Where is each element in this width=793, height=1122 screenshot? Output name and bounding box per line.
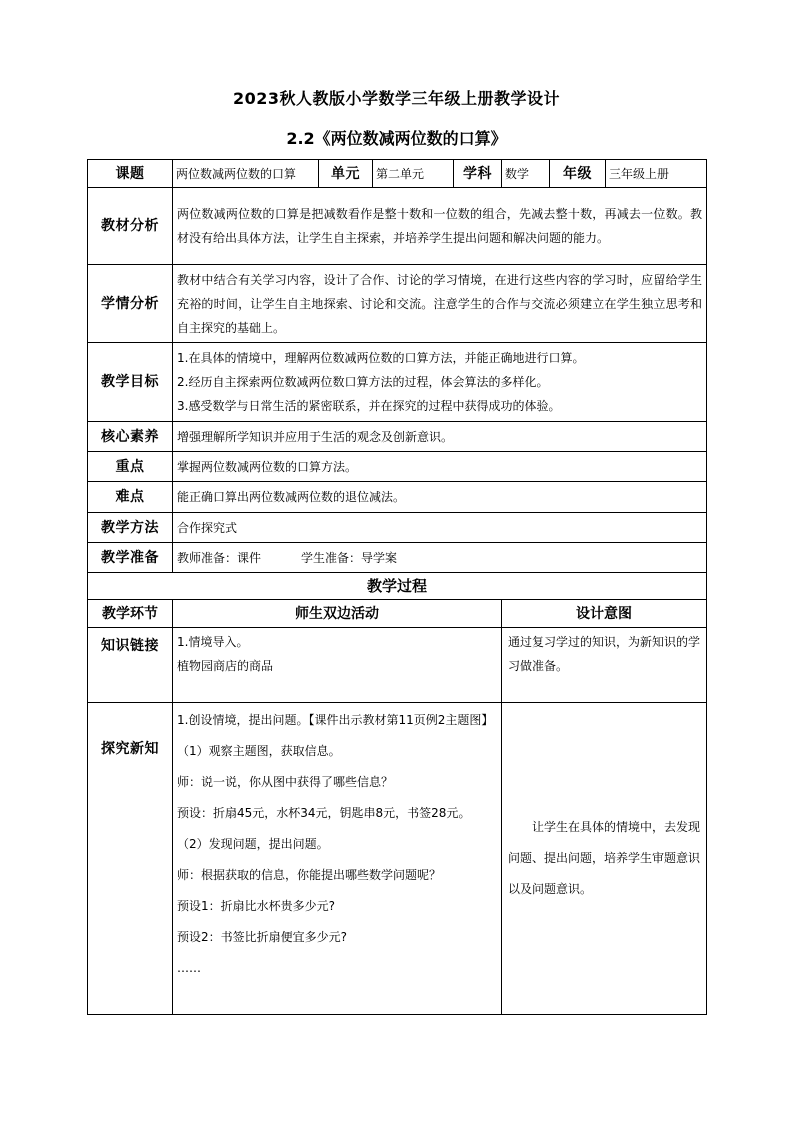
objective-item: 3.感受数学与日常生活的紧密联系，并在探究的过程中获得成功的体验。 — [177, 399, 561, 413]
difficulty-label: 难点 — [88, 482, 173, 513]
document-title: 2023秋人教版小学数学三年级上册教学设计 — [232, 89, 561, 108]
activity-line: 植物园商店的商品 — [177, 659, 274, 673]
teacher-preparation: 教师准备：课件 — [177, 550, 262, 565]
method-label: 教学方法 — [88, 513, 173, 543]
activity-line: 预设1：折扇比水杯贵多少元? — [177, 899, 336, 913]
preparation-text — [173, 543, 707, 573]
key-point-label: 重点 — [88, 452, 173, 482]
process-section-title: 教学过程 — [88, 573, 707, 600]
key-point-text: 掌握两位数减两位数的口算方法。 — [173, 452, 707, 482]
preparation-label: 教学准备 — [88, 543, 173, 573]
col-stage-header: 教学环节 — [88, 600, 173, 628]
col-activity-header: 师生双边活动 — [173, 600, 502, 628]
lesson-title: 2.2《两位数减两位数的口算》 — [286, 129, 507, 148]
activity-line: 1.创设情境，提出问题。【课件出示教材第11页例2主题图】 — [177, 713, 494, 727]
explore-row — [88, 703, 707, 1015]
knowledge-link-activity — [173, 628, 502, 703]
activity-line: 师：说一说，你从图中获得了哪些信息？ — [177, 775, 394, 789]
difficulty-text: 能正确口算出两位数减两位数的退位减法。 — [173, 482, 707, 513]
student-analysis-text: 教材中结合有关学习内容，设计了合作、讨论的学习情境，在进行这些内容的学习时，应留给学生充裕的时间，让学生自主地探索、讨论和交流。注意学生的合作与交流必须建立在学生独立思考和自主探究的基础上。 — [173, 265, 707, 343]
lesson-plan-table — [87, 159, 707, 1015]
knowledge-link-label: 知识链接 — [88, 628, 173, 703]
subject-label: 学科 — [454, 160, 502, 188]
student-analysis-row — [88, 265, 707, 343]
subject-value: 数学 — [502, 160, 550, 188]
col-intent-header: 设计意图 — [502, 600, 707, 628]
grade-label: 年级 — [550, 160, 606, 188]
process-header-row — [88, 600, 707, 628]
objectives-list — [173, 343, 707, 422]
activity-line: …… — [177, 961, 201, 975]
topic-label: 课题 — [88, 160, 173, 188]
activity-line: 预设2：书签比折扇便宜多少元? — [177, 930, 348, 944]
textbook-analysis-text: 两位数减两位数的口算是把减数看作是整十数和一位数的组合，先减去整十数，再减去一位数。教材没有给出具体方法，让学生自主探索，并培养学生提出问题和解决问题的能力。 — [173, 188, 707, 265]
activity-line: 师：根据获取的信息，你能提出哪些数学问题呢？ — [177, 868, 442, 882]
objective-item: 1.在具体的情境中，理解两位数减两位数的口算方法，并能正确地进行口算。 — [177, 351, 585, 365]
info-row — [88, 160, 707, 188]
student-preparation: 学生准备：导学案 — [301, 550, 398, 565]
explore-intent — [502, 703, 707, 1015]
objectives-row — [88, 343, 707, 422]
method-text: 合作探究式 — [173, 513, 707, 543]
process-section-row — [88, 573, 707, 600]
explore-intent-text: 让学生在具体的情境中，去发现问题、提出问题，培养学生审题意识以及问题意识。 — [508, 820, 701, 896]
key-point-row — [88, 452, 707, 482]
topic-value: 两位数减两位数的口算 — [173, 160, 319, 188]
activity-line: 预设：折扇45元，水杯34元，钥匙串8元，书签28元。 — [177, 806, 471, 820]
explore-activity — [173, 703, 502, 1015]
method-row — [88, 513, 707, 543]
explore-label: 探究新知 — [88, 703, 173, 1015]
textbook-analysis-row — [88, 188, 707, 265]
activity-line: （2）发现问题，提出问题。 — [177, 837, 329, 851]
grade-value: 三年级上册 — [606, 160, 707, 188]
unit-value: 第二单元 — [373, 160, 454, 188]
knowledge-link-intent: 通过复习学过的知识，为新知识的学习做准备。 — [502, 628, 707, 703]
student-analysis-label: 学情分析 — [88, 265, 173, 343]
activity-line: 1.情境导入。 — [177, 635, 249, 649]
unit-label: 单元 — [319, 160, 373, 188]
objective-item: 2.经历自主探索两位数减两位数口算方法的过程，体会算法的多样化。 — [177, 375, 549, 389]
textbook-analysis-label: 教材分析 — [88, 188, 173, 265]
knowledge-link-row — [88, 628, 707, 703]
core-literacy-label: 核心素养 — [88, 422, 173, 452]
preparation-row — [88, 543, 707, 573]
activity-line: （1）观察主题图，获取信息。 — [177, 744, 341, 758]
difficulty-row — [88, 482, 707, 513]
core-literacy-text: 增强理解所学知识并应用于生活的观念及创新意识。 — [173, 422, 707, 452]
objectives-label: 教学目标 — [88, 343, 173, 422]
core-literacy-row — [88, 422, 707, 452]
